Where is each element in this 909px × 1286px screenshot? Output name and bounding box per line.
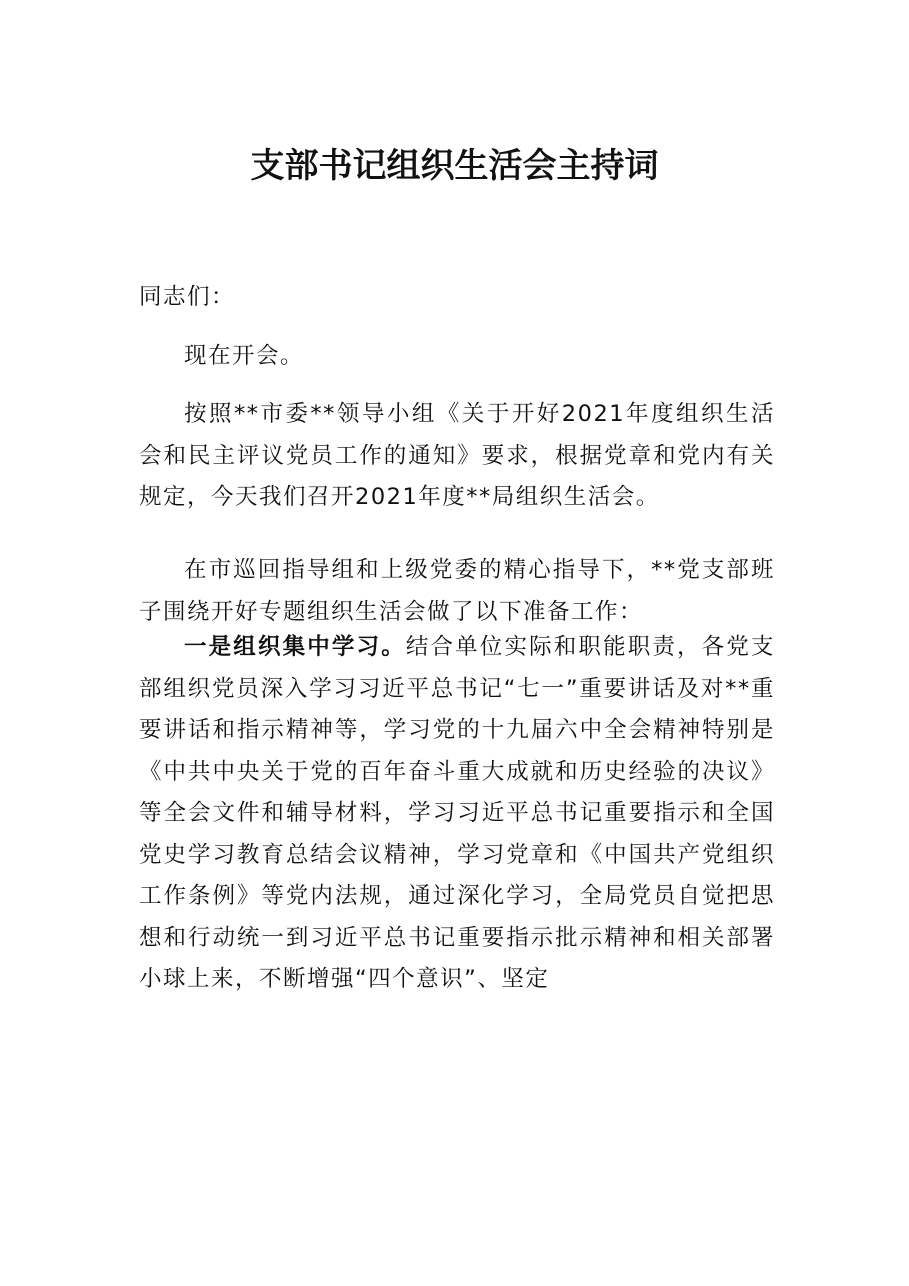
- salutation: 同志们：: [139, 284, 236, 310]
- item-1-lead: 一是组织集中学习。: [184, 634, 406, 660]
- item-1-text: 结合单位实际和职能职责，各党支部组织党员深入学习习近平总书记“七一”重要讲话及对**重要讲话和指示精神等，学习党的十九届六中全会精神特别是《中共中央关于党的百年奋斗重大成就和历史经验的决议》等全会文件和辅导材料，学习习近平总书记重要指示和全国党史学习教育总结会议精神，学习党章和《中国共产党组织工作条例》等党内法规，通过深化学习，全局党员自觉把思想和行动统一到习近平总书记重要指示批示精神和相关部署小球上来，不断增强“四个意识”、坚定: [139, 634, 775, 992]
- paragraph-preparation: 在市巡回指导组和上级党委的精心指导下，**党支部班子围绕开好专题组织生活会做了以下准备工作：: [139, 557, 775, 625]
- document-title: 支部书记组织生活会主持词: [250, 146, 659, 186]
- paragraph-opening: 现在开会。: [184, 343, 305, 369]
- paragraph-notice: 按照**市委**领导小组《关于开好2021年度组织生活会和民主评议党员工作的通知》要求，根据党章和党内有关规定，今天我们召开2021年度**局组织生活会。: [139, 401, 775, 510]
- paragraph-item-1: [139, 627, 775, 1001]
